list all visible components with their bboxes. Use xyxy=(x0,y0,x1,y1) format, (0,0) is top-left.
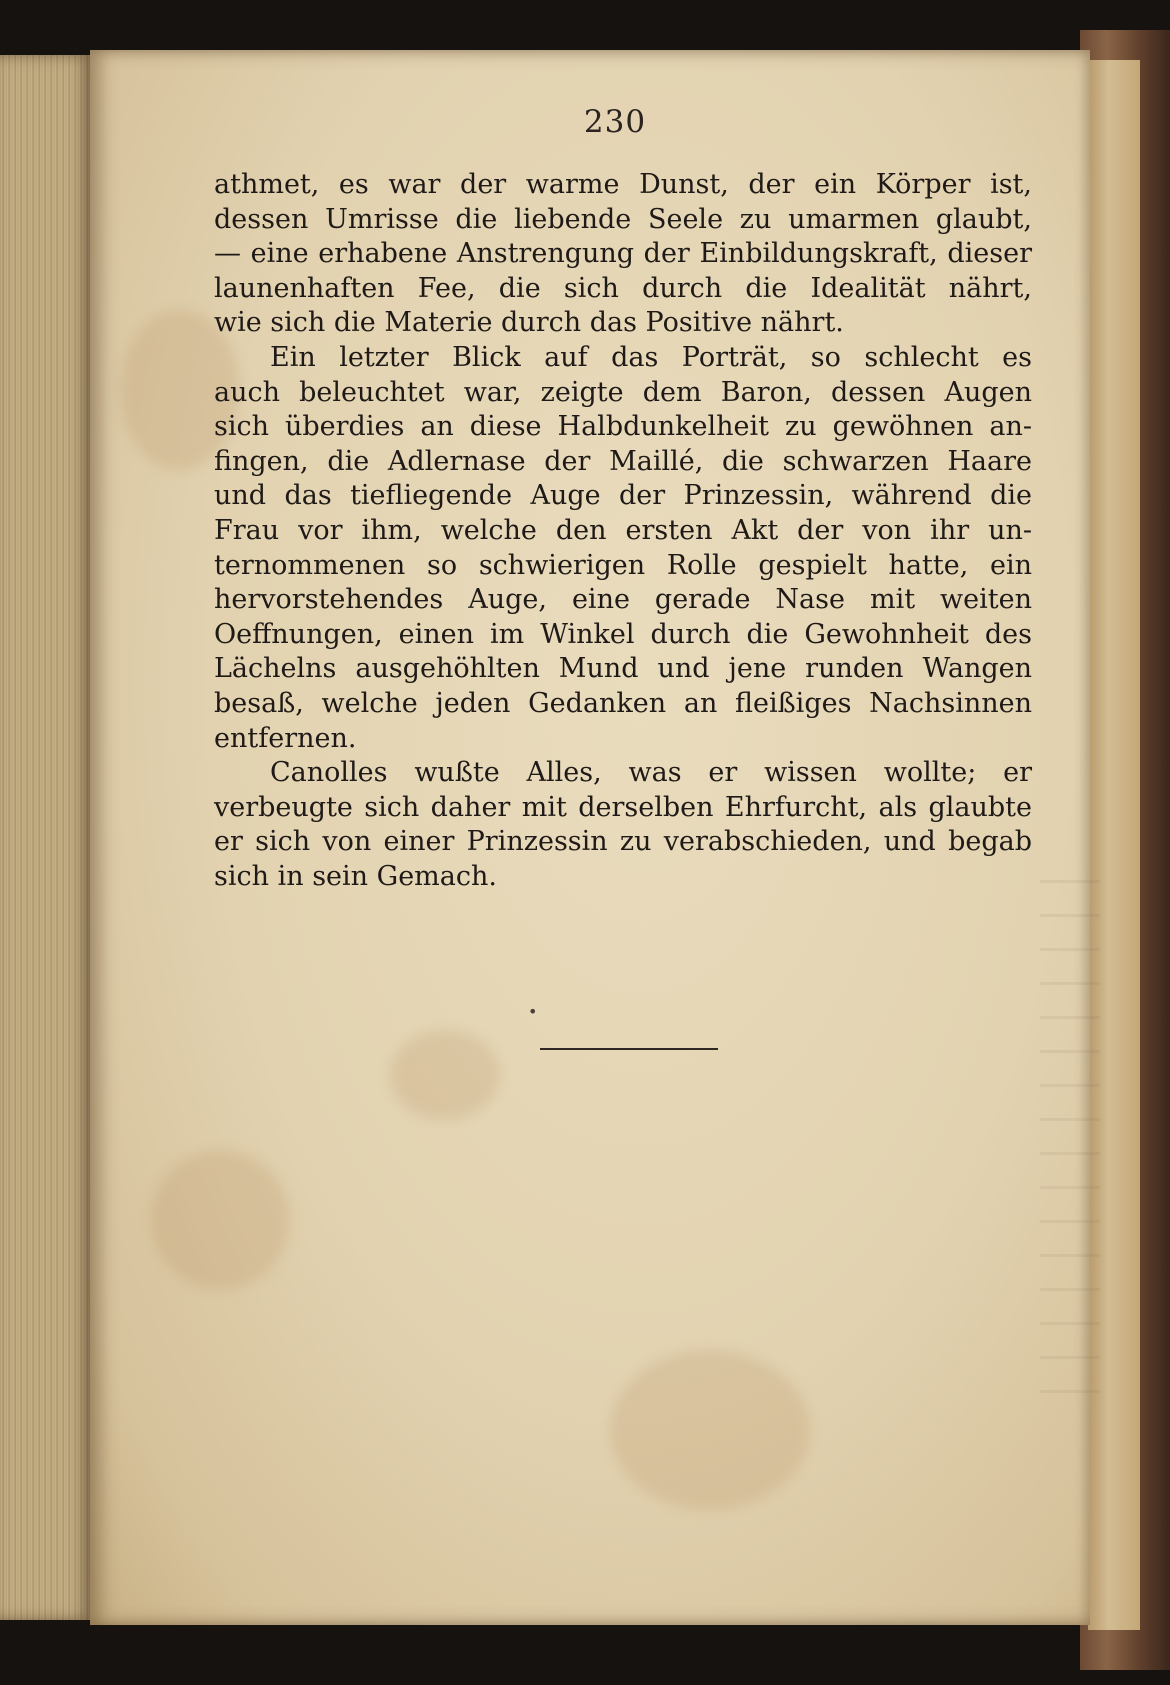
text-line: fingen, die Adlernase der Maillé, die schwarzen Haare xyxy=(214,445,1032,477)
text-line: hervorstehendes Auge, eine gerade Nase mit weiten xyxy=(214,584,1032,616)
foxing-stain xyxy=(390,1030,500,1120)
text-line: Ein letzter Blick auf das Porträt, so schlecht es xyxy=(270,341,1032,373)
text-line: Canolles wußte Alles, was er wissen wollte; er xyxy=(270,757,1032,789)
ink-speck: • xyxy=(528,1002,538,1021)
show-through-text xyxy=(1040,880,1100,1400)
text-line: dessen Umrisse die liebende Seele zu umarmen glaubt, xyxy=(214,203,1032,235)
text-line: er sich von einer Prinzessin zu verabschieden, und begab xyxy=(214,826,1032,858)
foxing-stain xyxy=(150,1150,290,1290)
text-line: und das tiefliegende Auge der Prinzessin, während die xyxy=(214,480,1032,512)
text-line: sich überdies an diese Halbdunkelheit zu gewöhnen an- xyxy=(214,411,1032,443)
text-line: ternommenen so schwierigen Rolle gespielt hatte, ein xyxy=(214,549,1032,581)
text-line: Lächelns ausgehöhlten Mund und jene runden Wangen xyxy=(214,653,1032,685)
text-line: verbeugte sich daher mit derselben Ehrfurcht, als glaubte xyxy=(214,791,1032,823)
text-line: wie sich die Materie durch das Positive nährt. xyxy=(214,307,844,339)
text-line: athmet, es war der warme Dunst, der ein Körper ist, xyxy=(214,169,1032,200)
foxing-stain xyxy=(610,1350,810,1510)
text-line: Frau vor ihm, welche den ersten Akt der von ihr un- xyxy=(214,514,1032,546)
page-stack-left xyxy=(0,55,92,1620)
text-line: auch beleuchtet war, zeigte dem Baron, dessen Augen xyxy=(214,376,1032,408)
text-line: launenhaften Fee, die sich durch die Idealität nährt, xyxy=(214,272,1032,304)
page-number: 230 xyxy=(583,104,647,140)
text-line: besaß, welche jeden Gedanken an fleißiges Nachsinnen xyxy=(214,687,1032,719)
text-line: sich in sein Gemach. xyxy=(214,860,497,892)
body-text xyxy=(214,168,1032,894)
section-rule xyxy=(540,1048,718,1050)
text-line: entfernen. xyxy=(214,722,357,754)
text-line: — eine erhabene Anstrengung der Einbildungskraft, dieser xyxy=(214,238,1032,270)
text-line: Oeffnungen, einen im Winkel durch die Gewohnheit des xyxy=(214,618,1032,650)
